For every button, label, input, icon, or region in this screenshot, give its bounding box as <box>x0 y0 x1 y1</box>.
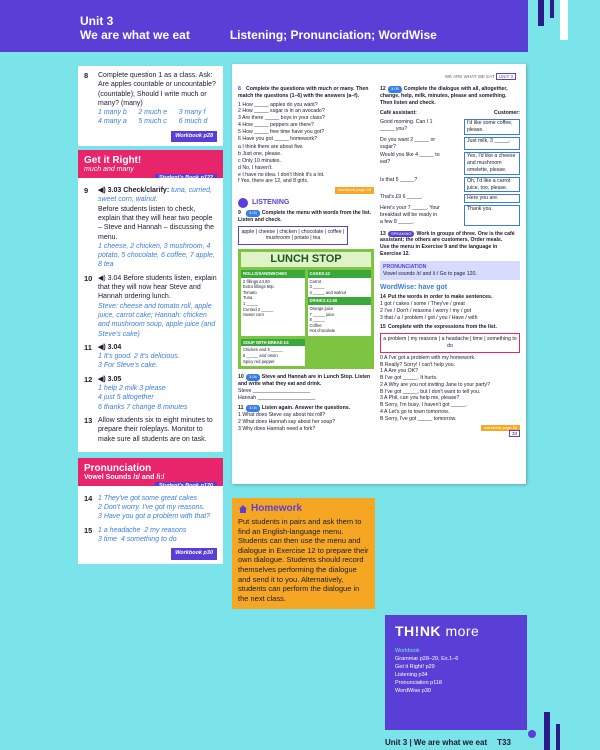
homework-text: Put students in pairs and ask them to find an English-language menu. Students can then use the menu and dialogue in Exercise 12 to prepare their own dialogue. Students should record themselves performing the dialogue and send it to you. Alternatively, students can perform the dialogue in the next class. <box>238 517 369 603</box>
ex15-instructions: Complete with the expressions from the list. <box>388 324 497 331</box>
answer: 2 much e <box>138 109 168 117</box>
list-item: Listening p34 <box>395 672 428 678</box>
list-item: Pronunciation p118 <box>395 680 442 686</box>
option: d No, I haven't. <box>238 164 273 171</box>
audio-track: 3.04 <box>246 405 260 412</box>
pronunciation-box <box>380 261 520 281</box>
dialogue-line: 1 A Are you OK? <box>380 368 419 375</box>
book-running-head <box>445 74 516 79</box>
answer: 2 my reasons <box>144 526 187 534</box>
unit-number: Unit 3 <box>80 14 114 28</box>
menu-section-title: CAKES £2 <box>308 270 372 278</box>
ex13-extra: Use the menu in Exercise 9 and the language in Exercise 12. <box>380 244 498 257</box>
get-it-right-banner <box>78 150 223 178</box>
answer: 1 many b <box>98 109 127 117</box>
pronunciation-sub: Vowel Sounds /ɪ/ and /iː/ <box>84 473 165 481</box>
menu-item: 2 fillings £4.50 <box>243 278 270 284</box>
ex-number: 10 <box>84 273 93 283</box>
ex8-questions <box>238 102 374 143</box>
menu-item: Spicy red pepper <box>243 358 275 364</box>
menu-item: Sweet corn <box>243 312 264 318</box>
audio-icon: ◀) <box>98 343 108 351</box>
ex8-instructions: Complete the questions with much or many. Then match the questions (1–6) with the answers (a–f). <box>238 86 369 99</box>
answer: 1 They've got some great cakes <box>98 494 197 502</box>
get-it-right-sub: much and many <box>84 166 134 174</box>
footer-text: Unit 3 | We are what we eat <box>385 738 488 747</box>
menu-title: LUNCH STOP <box>241 252 371 267</box>
house-icon <box>238 504 248 514</box>
ex-number: 12 <box>84 374 93 384</box>
ex-number: 8 <box>238 86 241 92</box>
ex-number: 11 <box>84 342 92 352</box>
dialogue-line: I'd like some coffee, please. <box>464 119 520 135</box>
book-page-number: 33 <box>509 430 520 437</box>
list-item: WordWise p30 <box>395 688 431 694</box>
dialogue-line: B Sorry, I'm busy. I haven't got _____. <box>380 402 467 409</box>
dialogue-line: 3 A Phil, can you help me, please? <box>380 395 460 402</box>
ex10-answers: Steve: cheese and tomato roll, apple juice, carrot cake; Hannah: chicken and mushroom soup, apple juice (and Steve's cake) <box>98 302 216 338</box>
answer: 8 minutes <box>157 403 188 411</box>
speaking-tag: SPEAKING <box>388 231 414 238</box>
workbook-link: workbook page 28 <box>335 187 374 194</box>
menu-item: Coffee <box>309 322 322 328</box>
word-list: apple | cheese | chicken | chocolate | coffee | mushroom | potato | tea <box>238 226 348 246</box>
answer: 3 please <box>139 385 166 393</box>
menu-item: Chicken and 5 _____ <box>243 347 283 353</box>
wordwise-heading: WordWise: have got <box>380 284 448 292</box>
lunch-stop-menu <box>238 249 374 369</box>
hannah-line: Hannah ____________________ <box>238 394 316 401</box>
steve-line: Steve ____________________ <box>238 387 311 394</box>
ex8-answers <box>98 108 217 127</box>
option: c Only 10 minutes. <box>238 157 281 164</box>
ex-number: 8 <box>84 71 89 80</box>
menu-item: Carrot <box>309 278 322 284</box>
scramble-item: 3 that / a / problem / got / you / Have / with <box>380 314 478 321</box>
answer: 6 thanks <box>98 403 125 411</box>
unit-header <box>0 0 528 52</box>
ex9-instructions: Complete the menu with words from the list. Listen and check. <box>238 209 372 223</box>
think-logo: TH!NK <box>395 623 442 639</box>
option: f Yes, there are 12, and 8 girls. <box>238 178 309 185</box>
pronunciation-box-title: PRONUNCIATION <box>383 263 427 270</box>
role-label: Café assistant: <box>380 110 417 117</box>
homework-title: Homework <box>251 503 303 515</box>
ex9-heading-answers: tuna, curried, sweet corn, walnut. <box>98 187 212 204</box>
page-number: T33 <box>497 738 511 747</box>
ex13-instructions: Work in groups of three. One is the café assistant; the others are customers. Order meals. <box>380 230 515 244</box>
menu-section-title: SOUP WITH BREAD £4 <box>241 339 305 347</box>
answer: 3 Have you got a problem with that? <box>98 513 211 521</box>
dialogue-line: Here you are. <box>464 194 520 203</box>
question: 6 Have you got _____ homework? <box>238 135 318 142</box>
question: 3 Why does Hannah need a fork? <box>238 425 316 432</box>
running-head-text: WE ARE WHAT WE EAT <box>444 74 495 79</box>
students-book-page <box>232 64 526 484</box>
answer: 2 It's delicious. <box>133 353 180 361</box>
book-left-column <box>238 86 374 433</box>
book-right-column <box>380 86 520 438</box>
answer: 4 something to do <box>120 535 177 543</box>
menu-rolls <box>241 270 305 336</box>
ex8-answer-options <box>238 144 374 185</box>
question: 1 What does Steve say about his roll? <box>238 412 326 419</box>
audio-icon: ◀) <box>98 375 108 383</box>
menu-item: Curried 2 _____ <box>243 306 274 312</box>
ex12-heading: 3.05 <box>107 375 122 383</box>
role-label: Customer: <box>494 110 520 117</box>
deco-bar-top-2 <box>550 0 554 18</box>
menu-item: Tuna <box>243 295 253 301</box>
audio-icon: ◀) <box>98 274 108 282</box>
ex-number: 13 <box>84 415 93 425</box>
ex8-instructions: Complete question 1 as a class. Ask: Are apples countable or uncountable? (countable); Should I write much or many? (many) <box>98 72 216 107</box>
ex-number: 10 <box>238 374 244 381</box>
dialogue-line: Do you want 2 _____ or sugar? <box>380 136 436 150</box>
speaker: Steve <box>238 387 252 394</box>
menu-cakes <box>308 270 372 336</box>
option: b Just one, please. <box>238 151 282 158</box>
speaker: Hannah <box>238 394 257 401</box>
think-more-list <box>395 647 517 695</box>
dialogue-line: Yes, I'd like a cheese and mushroom omelette, please. <box>464 152 520 174</box>
note-ex8 <box>78 66 223 146</box>
dialogue-line: Oh, I'd like a carrot juice, too, please. <box>464 177 520 193</box>
dialogue-line: 2 A Why are you not inviting Jane to your party? <box>380 381 490 388</box>
question: 4 How _____ peppers are there? <box>238 121 314 128</box>
ex-number: 12 <box>380 86 386 92</box>
answer: 6 much d <box>178 118 208 126</box>
answer: 5 much c <box>138 118 167 126</box>
menu-soup <box>241 339 305 366</box>
ex-number: 9 <box>84 186 89 196</box>
audio-track: 3.04 <box>246 374 260 381</box>
ex9-text: Before students listen to check, explain that they will hear two people – Steve and Hannah – discussing the menu. <box>98 205 214 241</box>
ex-number: 9 <box>238 209 241 216</box>
dialogue-line: B Really? Sorry! I can't help you. <box>380 361 456 368</box>
ex-number: 13 <box>380 230 386 237</box>
answer: 2 Don't worry. I've got my reasons. <box>98 504 205 512</box>
ex10-text: 3.04 Before students listen, explain that they will now hear Steve and Hannah ordering lunch. <box>98 274 217 301</box>
ex9-heading: 3.03 Check/clarify: <box>107 187 170 195</box>
dialogue-line: B Sorry, I've got _____ tomorrow. <box>380 415 457 422</box>
deco-bar-bottom-2 <box>556 724 560 750</box>
question: 2 How _____ sugar is in an avocado? <box>238 108 325 115</box>
headphones-icon <box>238 198 248 208</box>
question: 1 How _____ apples do you want? <box>238 101 318 108</box>
ex14-instructions: Put the words in order to make sentences. <box>388 294 493 301</box>
ex-number: 14 <box>84 493 93 503</box>
deco-bar-top-1 <box>538 0 544 26</box>
get-it-right-title: Get it Right! <box>84 155 142 167</box>
answer: 5 altogether <box>116 394 154 402</box>
menu-item: 8 _____ <box>309 317 325 323</box>
deco-bar-top-3 <box>560 0 568 40</box>
ex12-instructions: Complete the dialogue with all, altogether, change, help, milk, minutes, please and something. Then listen and check. <box>380 86 508 106</box>
answer: 2 milk <box>119 385 138 393</box>
ex10-instructions: Steve and Hannah are in Lunch Stop. Listen and write what they eat and drink. <box>238 374 371 388</box>
answer: 4 many a <box>98 118 127 126</box>
menu-item: 3 _____ <box>309 284 325 290</box>
deco-bar-bottom-1 <box>544 712 550 750</box>
menu-item: Hot chocolate <box>309 328 336 334</box>
homework-box <box>232 498 375 609</box>
answer: 7 change <box>126 403 156 411</box>
menu-section-title: DRINKS £1.50 <box>308 297 372 305</box>
pronunciation-banner <box>78 458 223 486</box>
ex13-text: Allow students six to eight minutes to prepare their roleplays. Monitor to make sure all students are on task. <box>98 416 213 443</box>
audio-icon: ◀) <box>98 187 108 195</box>
dialogue-line: That's £9 6 _____. <box>380 194 423 201</box>
menu-item: 4 _____ and walnut <box>309 289 347 295</box>
menu-section-title: ROLLS/SANDWICHES <box>241 270 305 278</box>
scramble-item: 2 I've / Don't / reasons / worry / my / got <box>380 307 472 314</box>
dialogue-line: 4 A Let's go to town tomorrow. <box>380 409 450 416</box>
menu-item: Tomato <box>243 289 257 295</box>
dialogue-line: Thank you. <box>464 205 520 225</box>
workbook-tag: Workbook p28 <box>171 131 217 142</box>
unit-tag: UNIT 3 <box>496 73 516 80</box>
ex-number: 15 <box>380 324 386 331</box>
list-item: Workbook <box>395 648 420 654</box>
dialogue-line: Just milk, 3 _____. <box>464 137 520 151</box>
phrase-list: a problem | my reasons | a headache | time | something to do <box>380 333 520 353</box>
answer: 3 time <box>98 535 118 543</box>
dialogue <box>380 109 520 226</box>
list-item: Grammar p28–29, Ex.1–6 <box>395 656 459 662</box>
question: 5 How _____ free time have you got? <box>238 128 325 135</box>
answer: 1 It's good. <box>98 353 133 361</box>
menu-item: Extra fillings 50p <box>243 284 274 290</box>
ex-number: 15 <box>84 525 93 535</box>
page-footer <box>385 738 511 747</box>
audio-track: 3.03 <box>246 210 260 217</box>
unit-title: We are what we eat <box>80 28 190 42</box>
menu-item: 7 _____ juice <box>309 311 335 317</box>
dialogue-line: Is that 5 _____? <box>380 176 418 183</box>
pronunciation-box-text: Vowel sounds /ɪ/ and /iː/ Go to page 120. <box>383 270 477 277</box>
answer: 3 For Steve's cake. <box>98 362 158 370</box>
question: 3 Are there _____ boys in your class? <box>238 115 325 122</box>
scramble-item: 1 got / cakes / some / They've / great <box>380 300 465 307</box>
ex-number: 14 <box>380 294 386 301</box>
ex9-answers: 1 cheese, 2 chicken, 3 mushroom, 4 potato, 5 chocolate, 6 coffee, 7 apple, 8 tea <box>98 242 215 269</box>
answer: 3 many f <box>178 109 206 117</box>
menu-item: 1 _____ <box>243 300 259 306</box>
dialogue-line: Here's your 7 _____. Your breakfast will be ready in a few 8 _____. <box>380 205 440 225</box>
workbook-link: workbook page 30 <box>481 425 520 432</box>
note-ex9-13 <box>78 178 223 452</box>
answer: 1 help <box>98 385 118 393</box>
teacher-notes-column <box>78 66 223 564</box>
audio-track: 3.05 <box>388 86 402 93</box>
dialogue-line: B I've got _____. It hurts. <box>380 375 438 382</box>
question: 2 What does Hannah say about her soup? <box>238 419 336 426</box>
menu-item: Orange juice <box>309 305 334 311</box>
answer: 4 just <box>98 394 115 402</box>
unit-subtitle: Listening; Pronunciation; WordWise <box>229 28 437 42</box>
dialogue-line: Good morning. Can I 1 _____ you? <box>380 119 433 132</box>
ex11-heading: 3.04 <box>107 343 122 351</box>
deco-dot <box>528 730 536 738</box>
listening-label: LISTENING <box>252 198 290 206</box>
ex11-instructions: Listen again. Answer the questions. <box>261 405 351 412</box>
option: a I think there are about five. <box>238 144 304 151</box>
dialogue-line: Would you like 4 _____ to eat? <box>380 152 440 166</box>
listening-heading <box>238 198 374 208</box>
option: e I have no idea. I don't think it's a lot. <box>238 171 325 178</box>
think-more-box <box>385 615 527 730</box>
answer: 1 a headache <box>98 526 141 534</box>
pronunciation-title: Pronunciation <box>84 462 152 474</box>
dialogue-line: B I've got _____, but I don't want to tell you. <box>380 388 481 395</box>
dialogue-line: 0 A I've got a problem with my homework. <box>380 354 476 361</box>
workbook-tag: Workbook p30 <box>171 548 217 559</box>
note-ex14-15 <box>78 486 223 564</box>
think-more-label: more <box>445 623 480 639</box>
ex-number: 11 <box>238 405 244 412</box>
menu-item: 6 _____ and onion <box>243 353 278 359</box>
list-item: Get it Right! p29 <box>395 664 435 670</box>
